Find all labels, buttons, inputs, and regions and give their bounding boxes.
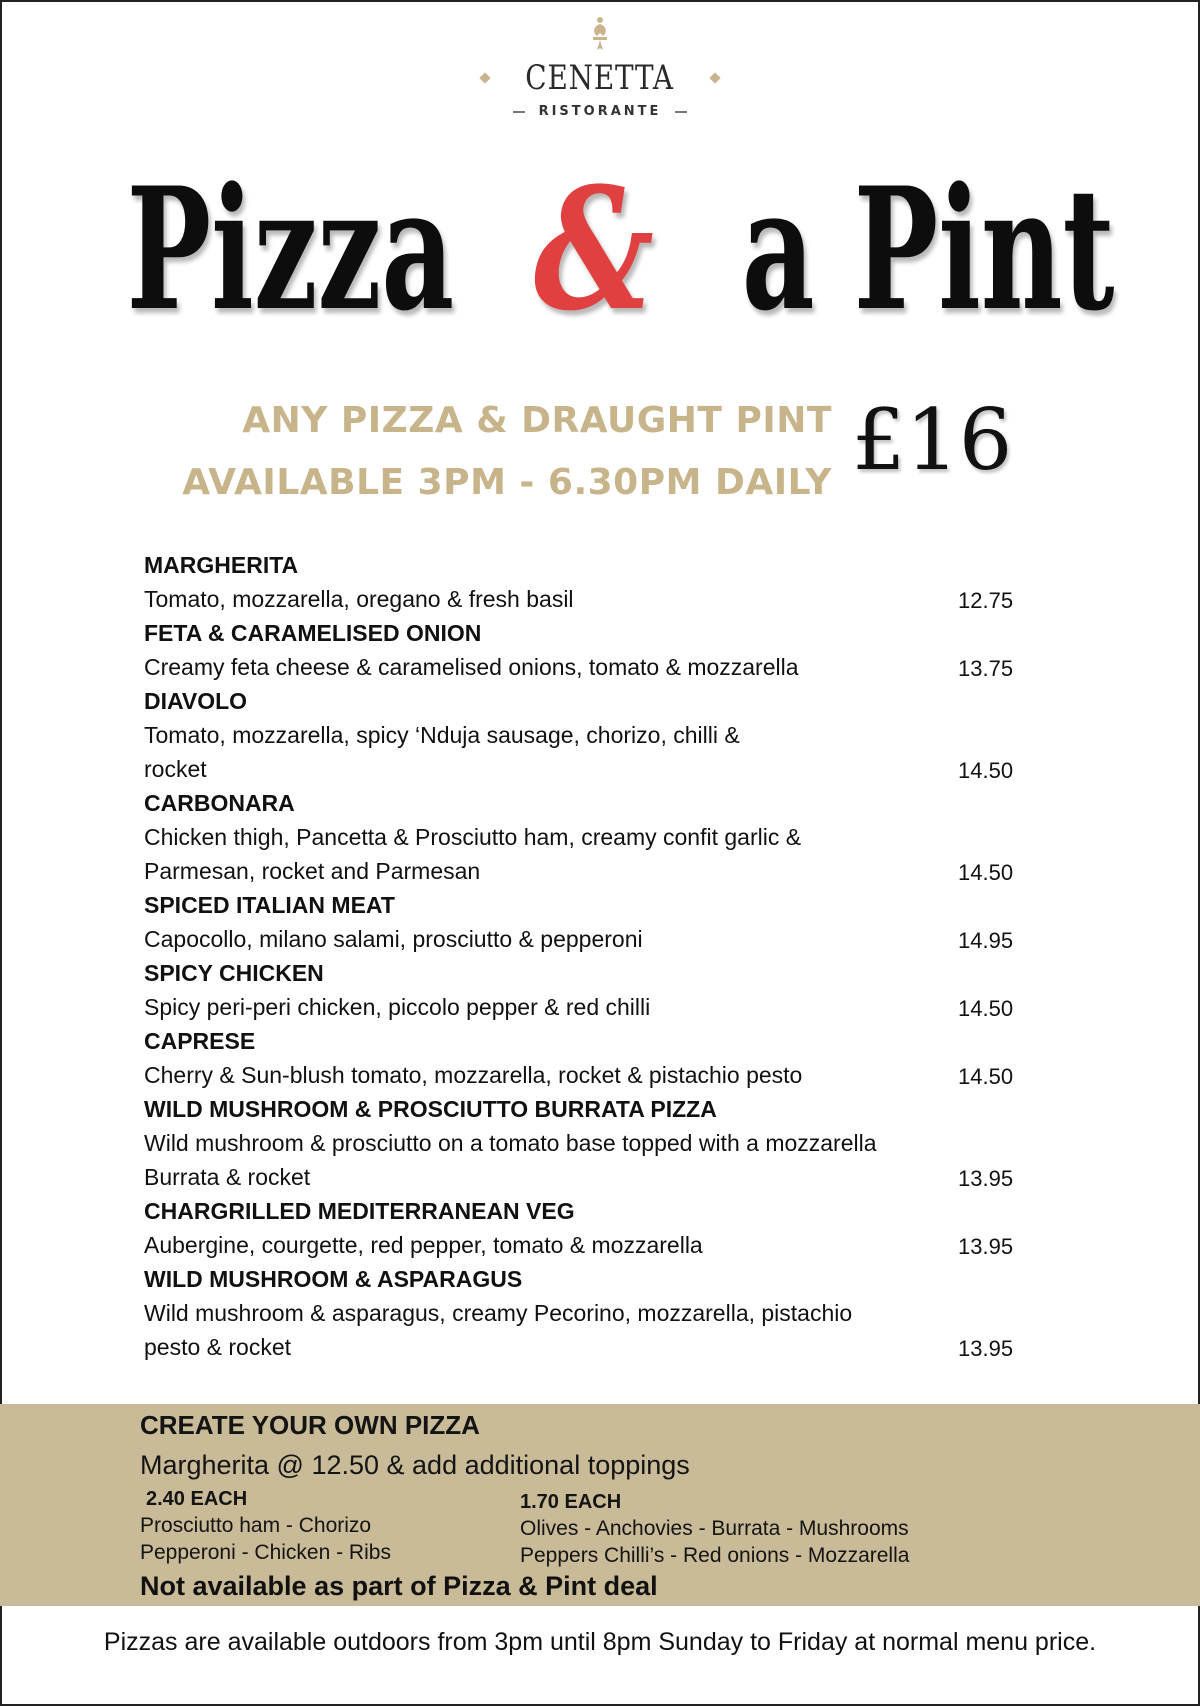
menu-item-description: Tomato, mozzarella, spicy ‘Nduja sausage, chorizo, chilli & rocket bbox=[144, 722, 740, 782]
toppings-line: Pepperoni - Chicken - Ribs bbox=[140, 1541, 391, 1564]
logo-name: CENETTA bbox=[525, 58, 675, 98]
menu-item bbox=[144, 684, 1044, 786]
page-title bbox=[0, 150, 1200, 348]
menu-item-price: 14.95 bbox=[958, 928, 1014, 953]
toppings-price: 1.70 EACH bbox=[520, 1491, 622, 1513]
title-word-pizza: Pizza bbox=[126, 150, 455, 348]
menu-item-description: Chicken thigh, Pancetta & Prosciutto ham, creamy confit garlic & Parmesan, rocket and Parmesan bbox=[144, 824, 802, 884]
menu-item-name: SPICY CHICKEN bbox=[144, 960, 324, 986]
menu-item-name: DIAVOLO bbox=[144, 688, 248, 714]
menu-item-name: WILD MUSHROOM & PROSCIUTTO BURRATA PIZZA bbox=[144, 1096, 717, 1122]
menu-item-price: 14.50 bbox=[958, 758, 1014, 783]
diamond-right-icon bbox=[709, 72, 720, 83]
logo-dash-left bbox=[513, 111, 525, 113]
footer-note: Pizzas are available outdoors from 3pm until 8pm Sunday to Friday at normal menu price. bbox=[103, 1628, 1097, 1656]
deal-exclusion-note: Not available as part of Pizza & Pint deal bbox=[140, 1571, 658, 1601]
menu-item-description: Wild mushroom & prosciutto on a tomato base topped with a mozzarella Burrata & rocket bbox=[144, 1130, 877, 1190]
pizza-menu-list bbox=[144, 548, 1044, 1364]
menu-item-description: Tomato, mozzarella, oregano & fresh basil bbox=[144, 586, 574, 612]
deal-price: £16 bbox=[852, 391, 1013, 489]
menu-item bbox=[144, 616, 1044, 684]
logo-dash-right bbox=[675, 111, 687, 113]
toppings-line: Peppers Chilli’s - Red onions - Mozzarella bbox=[520, 1544, 910, 1567]
create-your-own-subtitle: Margherita @ 12.50 & add additional toppings bbox=[140, 1450, 690, 1480]
menu-item-price: 13.95 bbox=[958, 1336, 1014, 1361]
title-word-a-pint: a Pint bbox=[741, 150, 1115, 348]
toppings-price: 2.40 EACH bbox=[146, 1488, 248, 1510]
menu-item-price: 13.95 bbox=[958, 1234, 1014, 1259]
menu-item-name: WILD MUSHROOM & ASPARAGUS bbox=[144, 1266, 523, 1292]
menu-item-price: 13.75 bbox=[958, 656, 1014, 681]
menu-item-name: FETA & CARAMELISED ONION bbox=[144, 620, 482, 646]
menu-item-name: CARBONARA bbox=[144, 790, 295, 816]
toppings-line: Olives - Anchovies - Burrata - Mushrooms bbox=[520, 1517, 909, 1540]
menu-item-name: CHARGRILLED MEDITERRANEAN VEG bbox=[144, 1198, 575, 1224]
toppings-group-b bbox=[520, 1489, 909, 1569]
menu-item-description: Cherry & Sun-blush tomato, mozzarella, rocket & pistachio pesto bbox=[144, 1062, 803, 1088]
menu-item bbox=[144, 956, 1044, 1024]
menu-item bbox=[144, 1092, 1044, 1194]
menu-item-price: 12.75 bbox=[958, 588, 1014, 613]
menu-item-description: Aubergine, courgette, red pepper, tomato & mozzarella bbox=[144, 1232, 703, 1258]
menu-item-description: Wild mushroom & asparagus, creamy Pecorino, mozzarella, pistachio pesto & rocket bbox=[144, 1300, 853, 1360]
create-your-own-title: CREATE YOUR OWN PIZZA bbox=[140, 1410, 480, 1440]
menu-item-description: Spicy peri-peri chicken, piccolo pepper & red chilli bbox=[144, 994, 651, 1020]
menu-item-price: 14.50 bbox=[958, 996, 1014, 1021]
menu-item bbox=[144, 1024, 1044, 1092]
menu-item bbox=[144, 1262, 1044, 1364]
menu-item bbox=[144, 1194, 1044, 1262]
fleur-de-lis-icon bbox=[588, 16, 612, 54]
toppings-line: Prosciutto ham - Chorizo bbox=[140, 1514, 372, 1537]
menu-item-name: MARGHERITA bbox=[144, 552, 299, 578]
menu-item-description: Creamy feta cheese & caramelised onions, tomato & mozzarella bbox=[144, 654, 799, 680]
deal-line-2: AVAILABLE 3PM - 6.30PM DAILY bbox=[182, 462, 832, 503]
toppings-group-a bbox=[140, 1486, 391, 1566]
menu-item bbox=[144, 888, 1044, 956]
diamond-left-icon bbox=[480, 72, 491, 83]
title-ampersand: & bbox=[534, 150, 655, 348]
menu-item-name: SPICED ITALIAN MEAT bbox=[144, 892, 395, 918]
menu-item-price: 13.95 bbox=[958, 1166, 1014, 1191]
menu-item-price: 14.50 bbox=[958, 860, 1014, 885]
menu-item bbox=[144, 548, 1044, 616]
deal-line-1: ANY PIZZA & DRAUGHT PINT bbox=[242, 400, 832, 441]
menu-item-price: 14.50 bbox=[958, 1064, 1014, 1089]
menu-item-description: Capocollo, milano salami, prosciutto & pepperoni bbox=[144, 926, 643, 952]
logo-subtitle: RISTORANTE bbox=[538, 104, 662, 119]
menu-item-name: CAPRESE bbox=[144, 1028, 256, 1054]
restaurant-logo bbox=[0, 16, 1200, 119]
menu-item bbox=[144, 786, 1044, 888]
